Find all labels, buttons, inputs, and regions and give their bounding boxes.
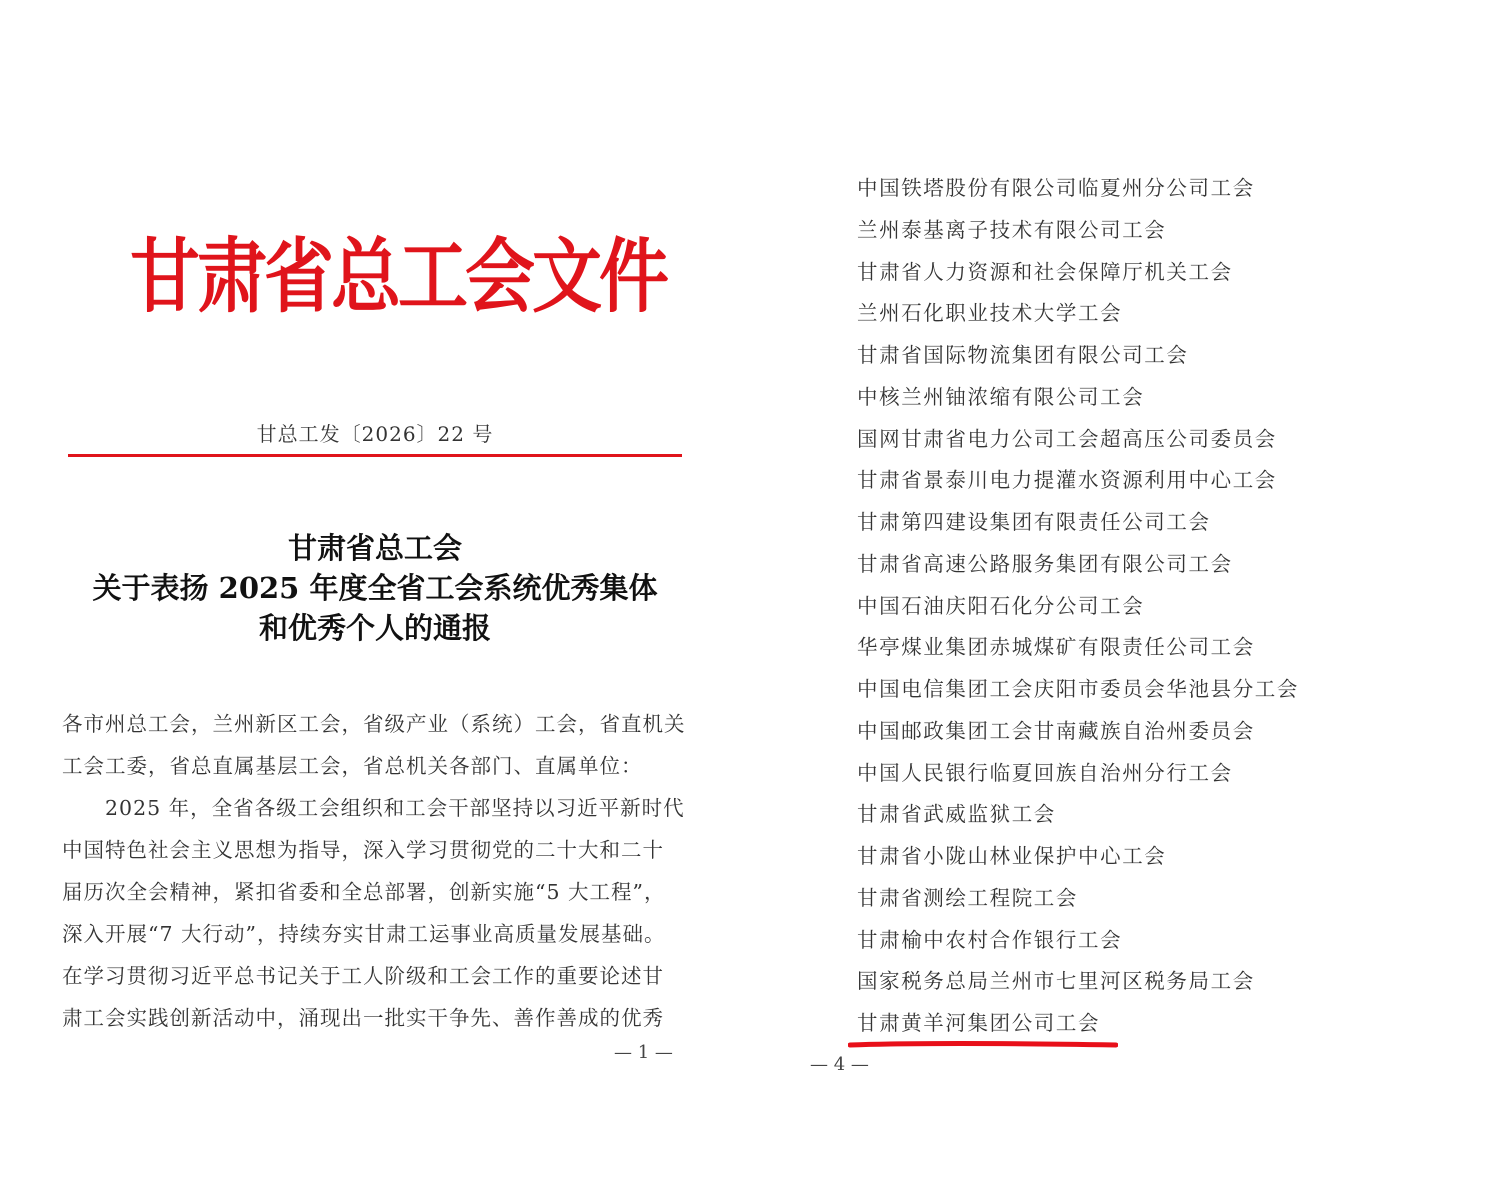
body-text-line: 工会工委，省总直属基层工会，省总机关各部门、直属单位：	[62, 754, 643, 778]
organization-item: 中国铁塔股份有限公司临夏州分公司工会	[857, 176, 1255, 200]
red-highlight-underline	[848, 1040, 1118, 1050]
organization-item: 甘肃省人力资源和社会保障厅机关工会	[857, 259, 1233, 284]
body-text-line: 中国特色社会主义思想为指导，深入学习贯彻党的二十大和二十	[62, 838, 664, 862]
organization-item: 甘肃省国际物流集团有限公司工会	[857, 343, 1189, 367]
body-text-line: 届历次全会精神，紧扣省委和全总部署，创新实施“5 大工程”，	[62, 880, 666, 904]
organization-item: 甘肃省景泰川电力提灌水资源利用中心工会	[857, 468, 1277, 493]
organization-item: 甘肃第四建设集团有限责任公司工会	[857, 510, 1211, 534]
highlighted-organization-item: 甘肃黄羊河集团公司工会	[857, 1011, 1101, 1035]
organization-item: 甘肃省高速公路服务集团有限公司工会	[857, 551, 1233, 576]
notice-title-line-3: 和优秀个人的通报	[258, 611, 491, 645]
body-text-line: 各市州总工会，兰州新区工会，省级产业（系统）工会，省直机关	[62, 712, 686, 736]
document-page-4	[750, 0, 1500, 1200]
page-number: — 4 —	[810, 1054, 869, 1075]
organization-item: 华亭煤业集团赤城煤矿有限责任公司工会	[857, 635, 1255, 660]
organization-item: 中国电信集团工会庆阳市委员会华池县分工会	[857, 677, 1299, 701]
body-text-line: 深入开展“7 大行动”，持续夯实甘肃工运事业高质量发展基础。	[62, 922, 666, 946]
document-number: 甘总工发〔2026〕22 号	[256, 422, 494, 446]
organization-list	[857, 172, 1299, 1049]
organization-item: 中核兰州铀浓缩有限公司工会	[857, 384, 1145, 409]
organization-item: 中国石油庆阳石化分公司工会	[857, 593, 1145, 618]
organization-item: 中国邮政集团工会甘南藏族自治州委员会	[857, 718, 1255, 743]
organization-item: 国网甘肃省电力公司工会超高压公司委员会	[857, 426, 1277, 451]
organization-item: 甘肃省武威监狱工会	[857, 802, 1056, 827]
notice-title-line-1: 甘肃省总工会	[287, 531, 462, 565]
notice-title-line-2: 关于表扬 2025 年度全省工会系统优秀集体	[92, 571, 658, 605]
red-divider-line	[68, 454, 682, 457]
body-text-line: 在学习贯彻习近平总书记关于工人阶级和工会工作的重要论述甘	[62, 964, 664, 988]
page-number: — 1 —	[614, 1042, 673, 1063]
body-text-line: 肃工会实践创新活动中，涌现出一批实干争先、善作善成的优秀	[62, 1006, 664, 1030]
organization-item: 甘肃榆中农村合作银行工会	[857, 927, 1123, 952]
organization-item: 中国人民银行临夏回族自治州分行工会	[857, 760, 1233, 785]
masthead-title: 甘肃省总工会文件	[130, 229, 666, 325]
organization-item: 甘肃省测绘工程院工会	[857, 885, 1078, 910]
organization-item: 甘肃省小陇山林业保护中心工会	[857, 844, 1167, 868]
organization-item: 兰州泰基离子技术有限公司工会	[857, 217, 1167, 242]
organization-item: 国家税务总局兰州市七里河区税务局工会	[857, 969, 1255, 994]
body-text-line: 2025 年，全省各级工会组织和工会干部坚持以习近平新时代	[62, 796, 685, 820]
organization-item: 兰州石化职业技术大学工会	[857, 301, 1123, 326]
